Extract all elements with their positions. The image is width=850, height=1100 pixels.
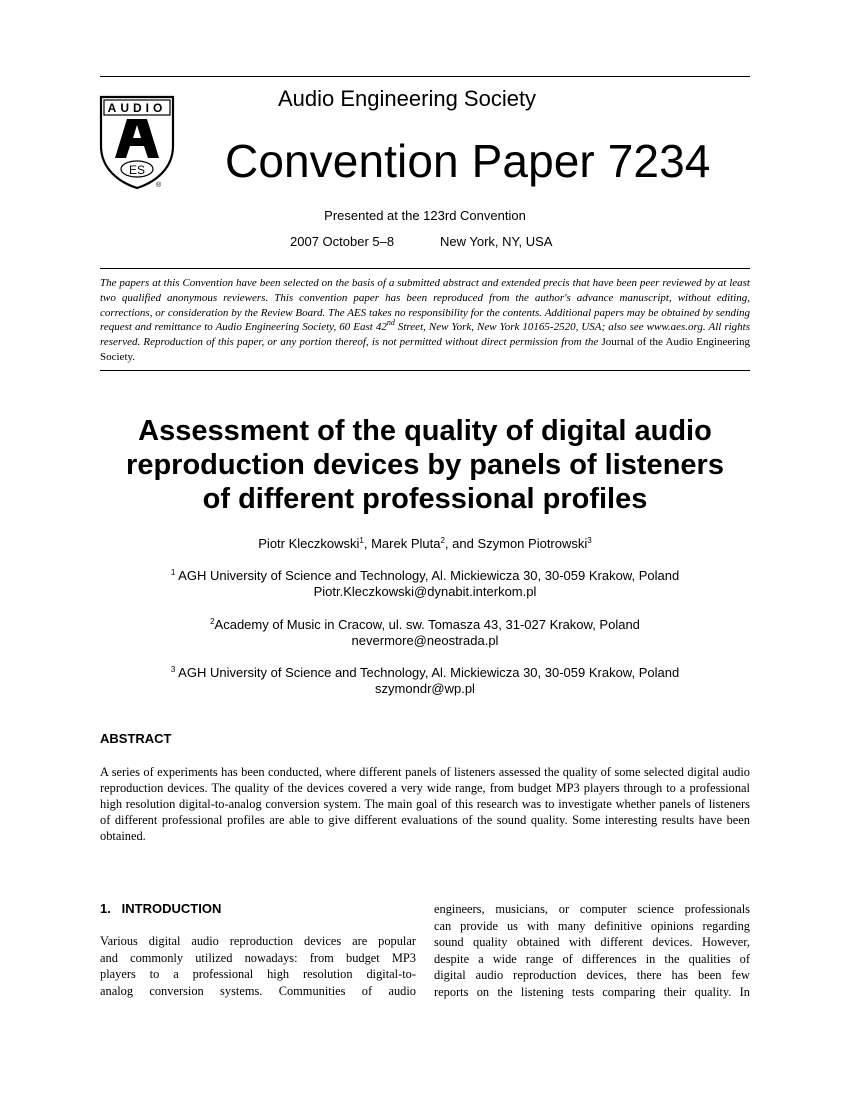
- text-line: reports on the listening tests comparing their quality. In: [434, 984, 750, 999]
- text-line: despite a wide range of differences in the qualities of: [434, 951, 750, 966]
- text-line: can provide us with many definitive opinions regarding: [434, 918, 750, 933]
- disclaimer: The papers at this Convention have been selected on the basis of a submitted abstract and extended precis that have been peer reviewed by at least two qualified anonymous reviewers. This convention paper has been reproduced from the author's advance manuscript, without editing, corrections, or consideration by the Review Board. The AES takes no responsibility for the contents. Additional papers may be obtained by sending request and remittance to Audio Engineering Society, 60 East 42nd Street, New York, New York 10165-2520, USA; also see www.aes.org. All rights reserved. Reproduction of this paper, or any portion thereof, is not permitted without direct permission from the Journal of the Audio Engineering Society.: [100, 277, 751, 363]
- affiliation-3: $^3$ AGH University of Science and Technology, Al. Mickiewicza 30, 30-059 Krakow, Poland szymondr@wp.pl: [0, 665, 850, 697]
- introduction-left-column: [100, 933, 416, 999]
- author-name: Szymon Piotrowski: [477, 536, 588, 551]
- society-name: Audio Engineering Society: [278, 86, 537, 111]
- top-rule: [100, 76, 750, 77]
- author-name: Piotr Kleczkowski: [258, 536, 360, 551]
- title-line-3: of different professional profiles: [202, 483, 648, 515]
- disclaimer-top-rule: [100, 268, 750, 269]
- text-line: analog conversion systems. Communities of audio: [100, 983, 416, 998]
- convention-paper-title: Convention Paper 7234: [225, 135, 711, 187]
- affiliation-1: $^1$ AGH University of Science and Technology, Al. Mickiewicza 30, 30-059 Krakow, Poland Piotr.Kleczkowski@dynabit.interkom.pl: [0, 568, 850, 600]
- title-line-1: Assessment of the quality of digital audio: [138, 415, 712, 447]
- email: nevermore@neostrada.pl: [351, 633, 499, 648]
- abstract-heading: ABSTRACT: [100, 731, 172, 746]
- convention-date: 2007 October 5–8: [290, 234, 395, 249]
- text-line: and commonly utilized nowadays: from budget MP3: [100, 950, 416, 965]
- introduction-right-column: [434, 901, 750, 1000]
- aes-logo: [98, 94, 178, 190]
- text-line: players to a professional high resolution digital-to-: [100, 967, 416, 981]
- text-line: engineers, musicians, or computer science professionals: [434, 902, 750, 916]
- introduction-heading: 1. INTRODUCTION: [100, 901, 222, 916]
- logo-registered-mark: ®: [156, 182, 162, 189]
- affiliation-2: $^2$Academy of Music in Cracow, ul. sw. Tomasza 43, 31-027 Krakow, Poland nevermore@neostrada.pl: [0, 617, 850, 649]
- logo-top-text: AUDIO: [107, 101, 167, 115]
- email: szymondr@wp.pl: [375, 681, 475, 696]
- presented-at: Presented at the 123rd Convention: [324, 208, 526, 223]
- journal-name: Journal of the Audio Engineering Society.: [100, 336, 750, 363]
- title-line-2: reproduction devices by panels of listeners: [126, 449, 724, 481]
- logo-bottom-text: ES: [128, 163, 146, 177]
- text-line: digital audio reproduction devices, there has been few: [434, 968, 750, 982]
- disclaimer-bottom-rule: [100, 370, 750, 371]
- text-line: sound quality obtained with different devices. However,: [434, 935, 750, 949]
- author-name: Marek Pluta: [371, 536, 441, 551]
- paper-title: [90, 414, 760, 516]
- convention-location: New York, NY, USA: [440, 234, 553, 249]
- author-list: Piotr Kleczkowski$^1$, Marek Pluta$^2$, and Szymon Piotrowski$^3$: [258, 536, 592, 551]
- email: Piotr.Kleczkowski@dynabit.interkom.pl: [313, 584, 537, 599]
- text-line: Various digital audio reproduction devices are popular: [100, 934, 416, 948]
- abstract-text: A series of experiments has been conducted, where different panels of listeners assessed the quality of some selected digital audio reproduction devices. The quality of the devices covered a very wide range, from budget MP3 players through to a professional high resolution digital-to-analog conversion system. The main goal of this research was to investigate whether panels of listeners of different professional profiles are able to give different evaluations of the sound quality. Some interesting results have been obtained.: [100, 765, 750, 843]
